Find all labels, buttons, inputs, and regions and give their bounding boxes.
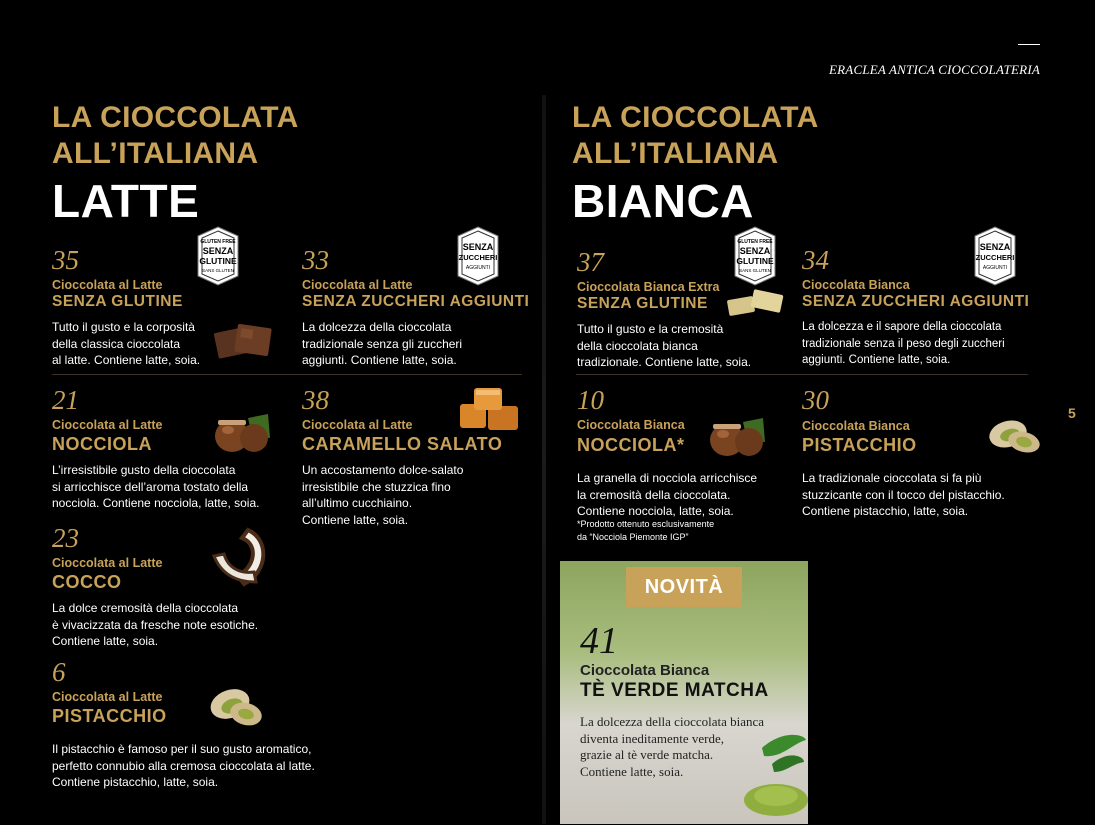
product-description: La granella di nocciola arricchisce la cremosità della cioccolata. Contiene nocciola, latte, soia. — [577, 471, 758, 518]
product-flavor: NOCCIOLA — [52, 434, 152, 454]
page-number: 5 — [1068, 405, 1076, 421]
product-flavor: PISTACCHIO — [802, 435, 917, 455]
svg-text:SENZA: SENZA — [202, 246, 234, 256]
product-flavor: SENZA GLUTINE — [52, 293, 183, 310]
svg-text:ZUCCHERI: ZUCCHERI — [458, 253, 498, 262]
product-category: Cioccolata al Latte — [52, 690, 163, 704]
product-number: 21 — [52, 385, 79, 415]
badge-bottom-text: AGGIUNTI — [982, 265, 1008, 271]
product-description: Il pistacchio è famoso per il suo gusto aromatico, perfetto connubio alla cremosa cioccolata al latte. Contiene pistacchio, latte, soia. — [52, 742, 315, 789]
product-number: 10 — [577, 385, 604, 415]
gluten-free-badge-icon — [733, 226, 777, 286]
right-title-big: BIANCA — [572, 175, 754, 227]
brand-name: ERACLEA ANTICA CIOCCOLATERIA — [829, 62, 1040, 77]
badge-top-text: GLUTEN FREE — [200, 239, 236, 245]
left-title-big: LATTE — [52, 175, 200, 227]
product-flavor: SENZA ZUCCHERI AGGIUNTI — [302, 293, 530, 310]
right-title-line2: ALL’ITALIANA — [572, 137, 779, 170]
sugar-free-badge-icon — [973, 226, 1017, 286]
product-category: Cioccolata al Latte — [302, 418, 413, 432]
product-flavor: SENZA ZUCCHERI AGGIUNTI — [802, 293, 1030, 310]
feature-number: 41 — [580, 620, 618, 662]
header-rule — [1018, 44, 1040, 45]
svg-text:SENZA: SENZA — [462, 242, 494, 252]
page-gutter — [542, 95, 546, 824]
product-category: Cioccolata Bianca Extra — [577, 280, 720, 294]
product-description: Tutto il gusto e la corposità della classica cioccolata al latte. Contiene latte, soia. — [52, 320, 201, 367]
product-number: 23 — [52, 523, 79, 553]
badge-bottom-text: SANS GLUTEN — [202, 268, 234, 273]
chocolate-pieces-icon — [212, 322, 274, 360]
product-flavor: SENZA GLUTINE — [577, 295, 708, 312]
product-description: La tradizionale cioccolata si fa più stuzzicante con il tocco del pistacchio. Contiene pistacchio, latte, soia. — [802, 471, 1005, 518]
product-category: Cioccolata Bianca — [802, 278, 910, 292]
product-description: Tutto il gusto e la cremosità della cioccolata bianca tradizionale. Contiene latte, soia. — [577, 322, 752, 369]
badge-bottom-text: SANS GLUTEN — [739, 268, 771, 273]
product-category: Cioccolata al Latte — [52, 278, 163, 292]
svg-text:SENZA: SENZA — [979, 242, 1011, 252]
pistachio-icon — [986, 414, 1044, 456]
feature-description: La dolcezza della cioccolata bianca diventa ineditamente verde, grazie al tè verde matcha. Contiene latte, soia. — [580, 714, 765, 779]
product-description: L’irresistibile gusto della cioccolata si arricchisce dell’aroma tostato della nocciola. Contiene nocciola, latte, soia. — [52, 463, 260, 510]
svg-text:SENZA: SENZA — [739, 246, 771, 256]
product-category: Cioccolata Bianca — [802, 419, 910, 433]
product-description: La dolcezza della cioccolata tradizionale senza gli zuccheri aggiunti. Contiene latte, soia. — [302, 320, 463, 367]
product-flavor: CARAMELLO SALATO — [302, 434, 503, 454]
left-row-divider — [52, 374, 522, 375]
gluten-free-badge-icon — [196, 226, 240, 286]
right-row-divider — [576, 374, 1028, 375]
svg-text:GLUTINE: GLUTINE — [736, 256, 774, 266]
product-flavor: PISTACCHIO — [52, 706, 167, 726]
white-chocolate-icon — [726, 288, 786, 318]
right-title-line1: LA CIOCCOLATA — [572, 101, 819, 134]
product-description: La dolce cremosità della cioccolata è vivacizzata da fresche note esotiche. Contiene latte, soia. — [52, 601, 259, 648]
badge-bottom-text: AGGIUNTI — [465, 265, 491, 271]
product-category: Cioccolata al Latte — [52, 556, 163, 570]
product-number: 30 — [802, 385, 829, 415]
hazelnut-icon — [208, 408, 274, 456]
left-title-line1: LA CIOCCOLATA — [52, 101, 299, 134]
product-number: 33 — [302, 245, 329, 275]
caramel-icon — [458, 386, 522, 432]
product-number: 37 — [577, 247, 604, 277]
product-flavor: COCCO — [52, 572, 122, 592]
left-title-line2: ALL’ITALIANA — [52, 137, 259, 170]
product-category: Cioccolata al Latte — [302, 278, 413, 292]
matcha-tea-icon — [742, 728, 808, 820]
product-number: 38 — [302, 385, 329, 415]
product-number: 34 — [802, 245, 829, 275]
new-badge: NOVITÀ — [626, 567, 742, 607]
product-description: Un accostamento dolce-salato irresistibile che stuzzica fino all’ultimo cucchiaino. Contiene latte, soia. — [302, 463, 464, 527]
product-number: 35 — [52, 245, 79, 275]
feature-flavor: TÈ VERDE MATCHA — [580, 680, 769, 701]
product-category: Cioccolata al Latte — [52, 418, 163, 432]
svg-text:ZUCCHERI: ZUCCHERI — [975, 253, 1015, 262]
sugar-free-badge-icon — [456, 226, 500, 286]
coconut-icon — [208, 526, 278, 588]
badge-top-text: GLUTEN FREE — [737, 239, 773, 245]
product-description: La dolcezza e il sapore della cioccolata tradizionale senza il peso degli zuccheri aggiunti. Contiene latte, soia. — [802, 321, 1005, 366]
pistachio-icon — [206, 684, 266, 728]
product-flavor: NOCCIOLA* — [577, 435, 685, 455]
product-category: Cioccolata Bianca — [577, 418, 685, 432]
svg-text:GLUTINE: GLUTINE — [199, 256, 237, 266]
product-35 — [52, 246, 79, 274]
feature-category: Cioccolata Bianca — [580, 662, 710, 679]
product-number: 6 — [52, 657, 66, 687]
product-footnote: *Prodotto ottenuto esclusivamente da “Nocciola Piemonte IGP” — [577, 519, 715, 542]
hazelnut-icon — [703, 412, 769, 460]
